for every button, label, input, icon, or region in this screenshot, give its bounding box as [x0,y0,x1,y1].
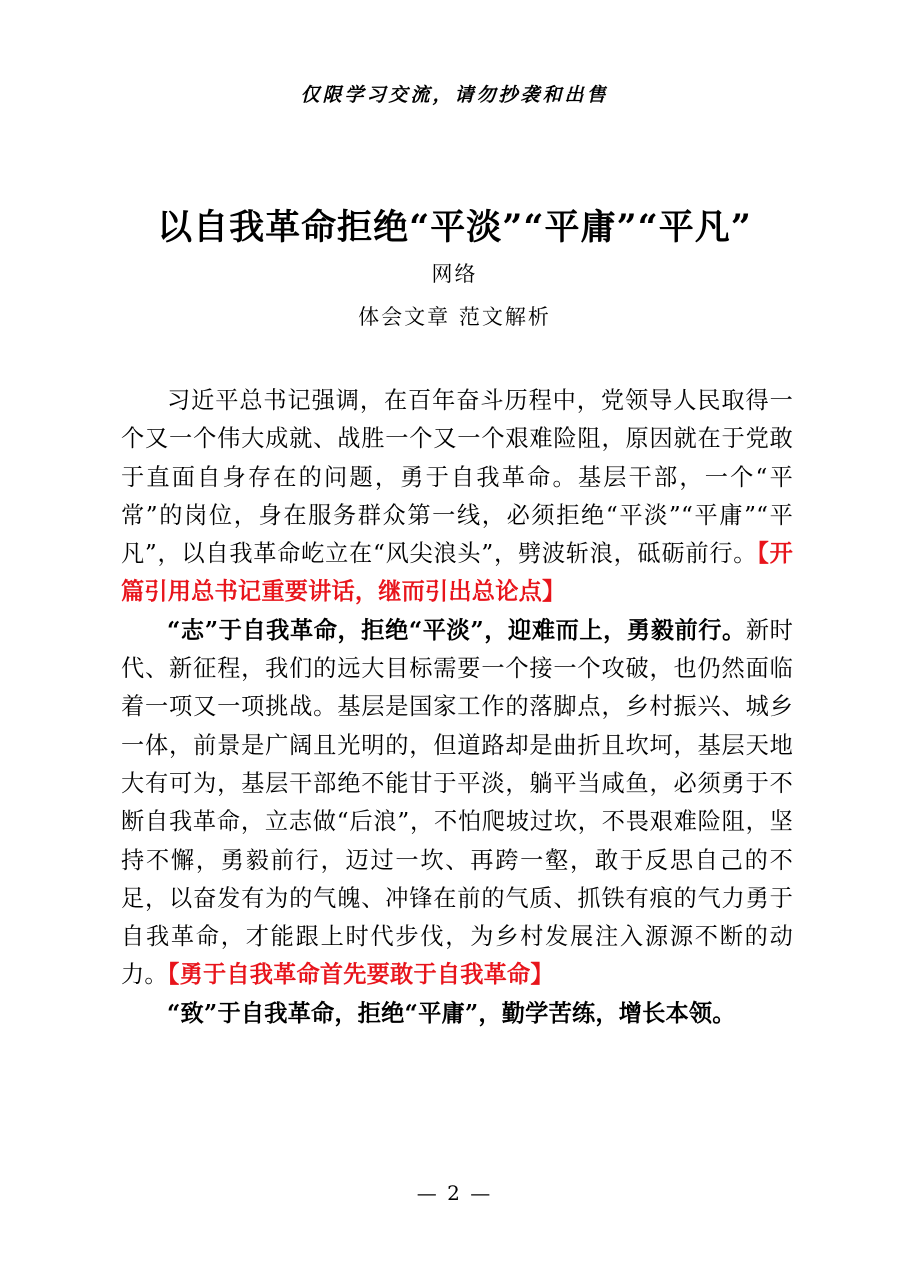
header-note: 仅限学习交流，请勿抄袭和出售 [300,84,609,106]
paragraph-section-2 [121,995,793,1033]
article-body [121,382,793,1033]
section-heading: “致”于自我革命，拒绝“平庸”，勤学苦练，增长本领。 [167,999,736,1027]
source-line: 网络 [431,262,478,286]
page-number: — 2 — [416,1181,493,1205]
page-title: 以自我革命拒绝“平淡”“平庸”“平凡” [157,207,752,248]
paragraph-text: 新时代、新征程，我们的远大目标需要一个接一个攻破，也仍然面临着一项又一项挑战。基层是国家工作的落脚点，乡村振兴、城乡一体，前景是广阔且光明的，但道路却是曲折且坎坷，基层天地大有可为，基层干部绝不能甘于平淡，躺平当咸鱼，必须勇于不断自我革命，立志做“后浪”，不怕爬坡过坎，不畏艰难险阻，坚持不懈，勇毅前行，迈过一坎、再跨一壑，敢于反思自己的不足，以奋发有为的气魄、冲锋在前的气质、抓铁有痕的气力勇于自我革命，才能跟上时代步伐，为乡村发展注入源源不断的动力。 [121,616,793,989]
editor-note: 【开篇引用总书记重要讲话，继而引出总论点】 [121,540,793,606]
section-heading: “志”于自我革命，拒绝“平淡”，迎难而上，勇毅前行。 [167,616,746,644]
paragraph-text: 习近平总书记强调，在百年奋斗历程中，党领导人民取得一个又一个伟大成就、战胜一个又一个艰难险阻，原因就在于党敢于直面自身存在的问题，勇于自我革命。基层干部，一个“平常”的岗位，身在服务群众第一线，必须拒绝“平淡”“平庸”“平凡”，以自我革命屹立在“风尖浪头”，劈波斩浪，砥砺前行。 [121,387,793,568]
editor-note: 【勇于自我革命首先要敢于自我革命】 [167,961,554,989]
paragraph-section-1 [121,612,793,995]
category-line: 体会文章 范文解析 [358,305,551,329]
paragraph-intro [121,382,793,612]
